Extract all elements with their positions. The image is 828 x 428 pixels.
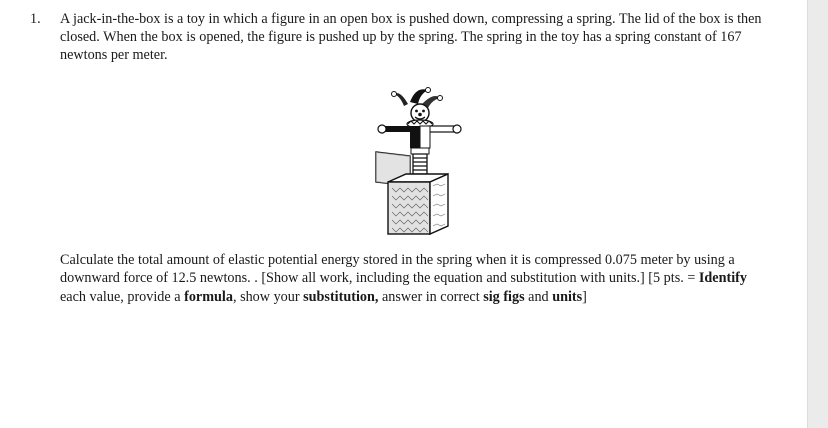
prompt-bold-sig-figs: sig figs <box>483 288 525 305</box>
prompt-text-5: and <box>524 288 553 305</box>
page-edge-strip <box>807 0 828 428</box>
question-prompt <box>60 251 765 306</box>
prompt-text-4: answer in correct <box>378 288 484 305</box>
prompt-bold-formula: formula <box>184 288 233 305</box>
prompt-bold-identify: Identify <box>698 270 747 287</box>
prompt-text-6: ] <box>582 288 587 305</box>
prompt-text-1: Calculate the total amount of elastic potential energy stored in the spring when it is compressed 0.075 meter by using a downward force of 12.5 newtons. . [Show all work, including the equation and substitution with units.] [5 pts. = <box>60 252 735 287</box>
prompt-text-2: each value, provide a <box>60 288 185 305</box>
jack-in-the-box-illustration <box>370 82 470 242</box>
prompt-bold-substitution: substitution, <box>303 288 379 305</box>
question-intro: A jack-in-the-box is a toy in which a figure in an open box is pushed down, compressing a spring. The lid of the box is then closed. When the box is opened, the figure is pushed up by the spring. The spring in the toy has a spring constant of 167 newtons per meter. <box>60 11 762 64</box>
prompt-bold-units: units <box>552 288 583 305</box>
question-number: 1. <box>30 11 41 27</box>
prompt-text-3: , show your <box>232 288 304 305</box>
